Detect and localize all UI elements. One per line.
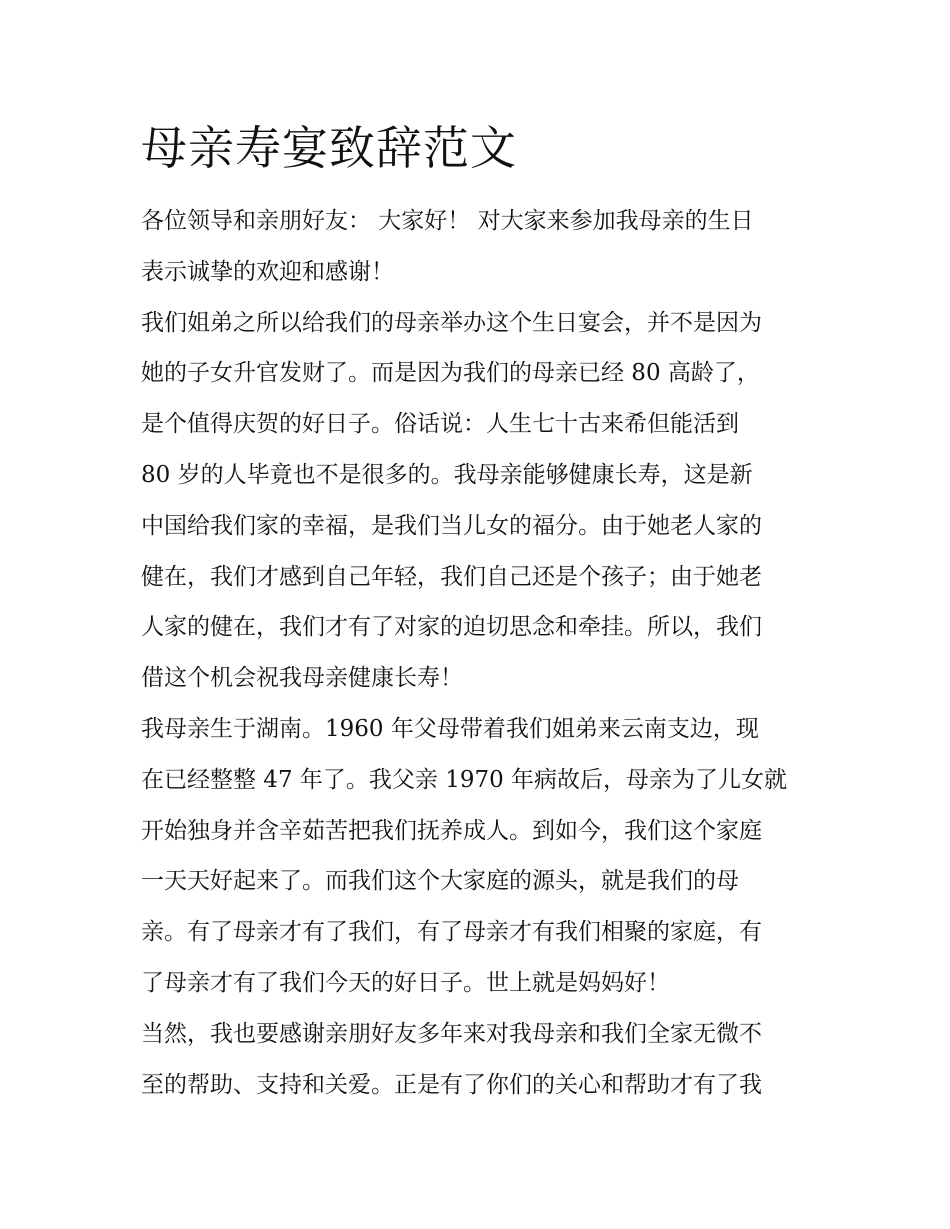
text-line: 了母亲才有了我们今天的好日子。世上就是妈妈好！	[141, 969, 670, 996]
text-line: 在已经整整 47 年了。我父亲 1970 年病故后，母亲为了儿女就	[141, 766, 788, 793]
text-line: 至的帮助、支持和关爱。正是有了你们的关心和帮助才有了我	[141, 1071, 762, 1098]
text-line: 健在，我们才感到自己年轻，我们自己还是个孩子；由于她老	[141, 563, 762, 590]
speech-text	[141, 196, 811, 1110]
text-line: 她的子女升官发财了。而是因为我们的母亲已经 80 高龄了，	[141, 360, 760, 387]
text-line: 表示诚挚的欢迎和感谢！	[141, 258, 394, 285]
document-body	[141, 110, 811, 1110]
text-line: 开始独身并含辛茹苦把我们抚养成人。到如今，我们这个家庭	[141, 817, 762, 844]
text-line: 人家的健在，我们才有了对家的迫切思念和牵挂。所以，我们	[141, 614, 762, 641]
document-title: 母亲寿宴致辞范文	[141, 121, 517, 175]
text-line: 我们姐弟之所以给我们的母亲举办这个生日宴会，并不是因为	[141, 309, 762, 336]
text-line: 80 岁的人毕竟也不是很多的。我母亲能够健康长寿，这是新	[141, 461, 753, 488]
text-line: 亲。有了母亲才有了我们，有了母亲才有我们相聚的家庭，有	[141, 919, 762, 946]
text-line: 当然，我也要感谢亲朋好友多年来对我母亲和我们全家无微不	[141, 1020, 762, 1047]
text-line: 我母亲生于湖南。1960 年父母带着我们姐弟来云南支边，现	[141, 715, 759, 742]
text-line: 是个值得庆贺的好日子。俗话说：人生七十古来希但能活到	[141, 411, 739, 438]
text-line: 中国给我们家的幸福，是我们当儿女的福分。由于她老人家的	[141, 512, 762, 539]
text-line: 一天天好起来了。而我们这个大家庭的源头，就是我们的母	[141, 868, 739, 895]
text-line: 各位领导和亲朋好友： 大家好！ 对大家来参加我母亲的生日	[141, 208, 754, 234]
text-line: 借这个机会祝我母亲健康长寿！	[141, 665, 463, 692]
